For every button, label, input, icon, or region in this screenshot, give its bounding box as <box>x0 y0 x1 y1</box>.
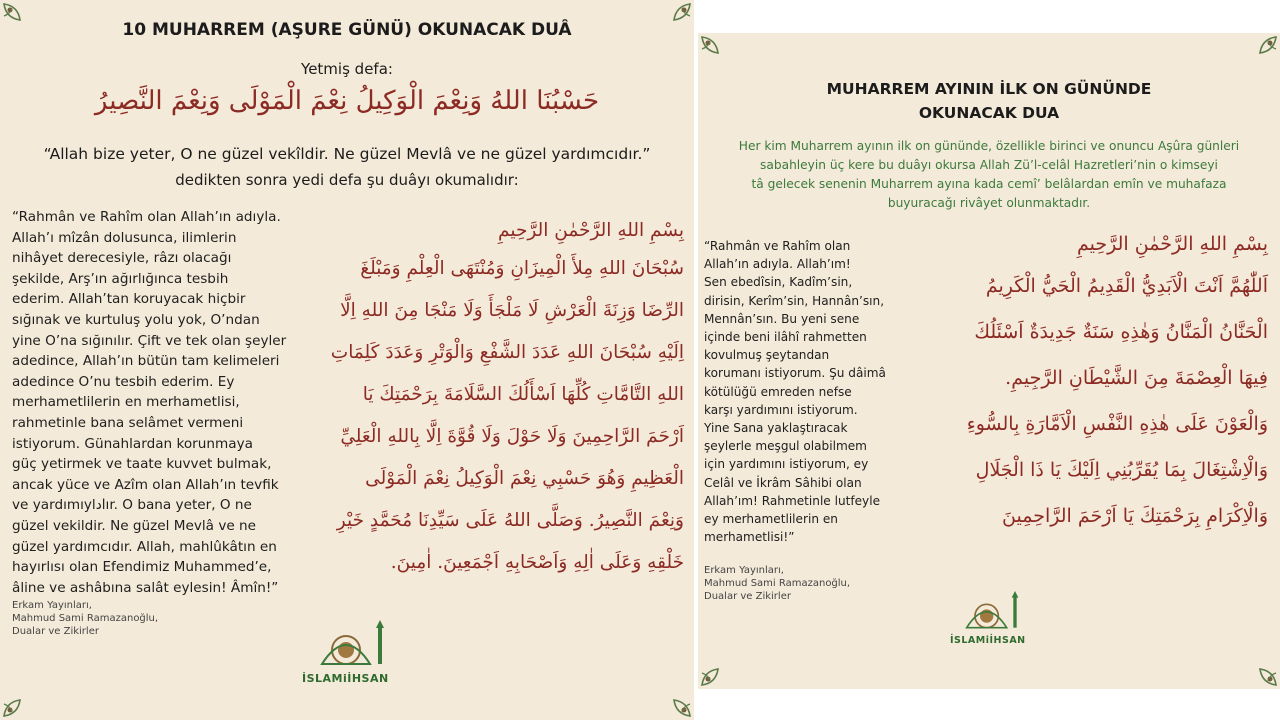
text-line: Allah’ı mîzân dolusunca, ilimlerin <box>12 229 237 246</box>
arabic-line: وَالْاِشْتِغَالَ بِمَا يُقَرِّبُنِي اِلَيْكَ يَا ذَا الْجَلَالِ <box>975 459 1268 481</box>
text-line: merhametlilerin en merhametlisi, <box>12 394 240 411</box>
arabic-line: وَالْاِكْرَامِ بِرَحْمَتِكَ يَا اَرْحَمَ الرَّاحِمِينَ <box>1002 505 1268 527</box>
text-line: güç yetirmek ve taate kuvvet bulmak, <box>12 456 272 473</box>
text-line: istiyorum. Günahlardan korunmaya <box>12 435 253 452</box>
text-line: “Rahmân ve Rahîm olan <box>704 239 851 253</box>
arabic-line: اِلَيْهِ سُبْحَانَ اللهِ عَدَدَ الشَّفْعِ وَالْوَتْرِ وَعَدَدَ كَلِمَاتِ <box>330 342 684 363</box>
text-line: ancak yüce ve Azîm olan Allah’ın tevfik <box>12 476 279 493</box>
text-line: adedince, Allah’ın bütün tam kelimeleri <box>12 353 280 370</box>
text-line: Sen ebedîsin, Kadîm’sin, <box>704 275 853 290</box>
text-line: yine O’na sığınılır. Çift ve tek olan şeyler <box>12 332 287 349</box>
arabic-line: وَالْعَوْنَ عَلَى هٰذِهِ النَّفْسِ الْاَمَّارَةِ بِالسُّوءِ <box>966 413 1268 435</box>
arabic-line: اللهِ التَّامَّاتِ كُلِّهَا اَسْأَلُكَ السَّلَامَةَ بِرَحْمَتِكَ يَا <box>362 384 684 405</box>
text-line: Mennân’sın. Bu yeni sene <box>704 311 860 326</box>
arabic-line: الرِّضَا وَزِنَةَ الْعَرْشِ لَا مَلْجَأَ وَلَا مَنْجَا مِنَ اللهِ اِلَّا <box>340 300 684 321</box>
arabic-line: الْعَظِيمِ وَهُوَ حَسْبِي نِعْمَ الْوَكِيلُ نِعْمَ الْمَوْلَى <box>365 468 684 489</box>
text-line: ey merhametlilerin en <box>704 512 838 527</box>
text-line: sığınak ve kurtuluş yolu yok, O’ndan <box>12 311 260 328</box>
right-source <box>704 564 850 603</box>
left-turkish-text <box>12 207 286 598</box>
corner-ornament-icon <box>2 686 34 718</box>
corner-ornament-icon <box>660 686 692 718</box>
arabic-line: خَلْقِهِ وَعَلَى اٰلِهِ وَاَصْحَابِهِ اَجْمَعِينَ. اٰمِينَ. <box>390 552 684 573</box>
arabic-line: فِيهَا الْعِصْمَةَ مِنَ الشَّيْطَانِ الرَّجِيمِ. <box>1005 367 1268 389</box>
corner-ornament-icon <box>700 655 732 687</box>
text-line: için yardımını istiyorum, ey <box>704 457 869 472</box>
text-line: içinde beni ilâhî rahmetten <box>704 330 867 345</box>
intro-line: Her kim Muharrem ayının ilk on gününde, özellikle birinci ve onuncu Aşûra günleri <box>738 139 1240 153</box>
text-line: dirisin, Kerîm’sin, Hannân’sın, <box>704 293 885 308</box>
right-turkish-text <box>704 237 886 546</box>
logo-text: İSLAMiİHSAN <box>302 672 389 685</box>
left-translation: “Allah bize yeter, O ne güzel vekîldir. Ne güzel Mevlâ ve ne güzel yardımcıdır.” <box>43 145 651 163</box>
text-line: kovulmuş şeytandan <box>704 348 830 363</box>
text-line: “Rahmân ve Rahîm olan Allah’ın adıyla. <box>12 209 281 225</box>
text-line: rahmetinle bana selâmet vermeni <box>12 414 244 431</box>
text-line: Allah’ım! Rahmetinle lutfeyle <box>704 493 881 508</box>
left-arabic-heading: حَسْبُنَا اللهُ وَنِعْمَ الْوَكِيلُ نِعْمَ الْمَوْلَى وَنِعْمَ النَّصِيرُ <box>94 86 600 116</box>
mosque-logo-icon <box>950 591 1030 631</box>
mosque-logo-icon <box>302 620 398 668</box>
source-book: Dualar ve Zikirler <box>12 626 99 637</box>
source-author: Mahmud Sami Ramazanoğlu, <box>12 613 159 624</box>
source-book: Dualar ve Zikirler <box>704 591 791 602</box>
corner-ornament-icon <box>700 35 732 67</box>
right-intro <box>698 137 1280 213</box>
arabic-line: اَللّٰهُمَّ اَنْتَ الْاَبَدِيُّ الْقَدِيمُ الْحَيُّ الْكَرِيمُ <box>985 275 1268 297</box>
title-line: MUHARREM AYININ İLK ON GÜNÜNDE <box>826 80 1152 98</box>
right-dua-card <box>698 33 1280 689</box>
left-title: 10 MUHARREM (AŞURE GÜNÜ) OKUNACAK DUÂ <box>122 20 572 40</box>
text-line: şekilde, Arş’ın ağırlığınca tesbih <box>12 270 229 287</box>
corner-ornament-icon <box>1246 655 1278 687</box>
corner-ornament-icon <box>1246 35 1278 67</box>
text-line: şeylerle meşgul olabilmem <box>704 439 867 454</box>
arabic-line: وَنِعْمَ النَّصِيرُ. وَصَلَّى اللهُ عَلَى سَيِّدِنَا مُحَمَّدٍ خَيْرِ <box>336 510 684 531</box>
left-instruction: dedikten sonra yedi defa şu duâyı okumalıdır: <box>175 171 519 189</box>
islam-ihsan-logo <box>302 620 398 690</box>
text-line: merhametlisi!” <box>704 530 795 545</box>
title-line: OKUNACAK DUA <box>918 104 1060 122</box>
arabic-line: سُبْحَانَ اللهِ مِلأَ الْمِيزَانِ وَمُنْتَهَى الْعِلْمِ وَمَبْلَغَ <box>360 258 684 279</box>
text-line: korumanı istiyorum. Şu dâimâ <box>704 366 886 381</box>
text-line: karşı yardımını istiyorum. <box>704 402 858 417</box>
text-line: nihâyet derecesiyle, râzı olacağı <box>12 250 232 267</box>
text-line: hayırlısı olan Efendimiz Muhammed’e, <box>12 559 272 576</box>
intro-line: tâ gelecek senenin Muharrem ayına kada cemî’ belâlardan emîn ve muhafaza <box>751 177 1227 191</box>
intro-line: buyuracağı rivâyet olunmaktadır. <box>887 196 1091 210</box>
left-subtitle: Yetmiş defa: <box>301 60 393 78</box>
intro-line: sabahleyin üç kere bu duâyı okursa Allah Zü’l-celâl Hazretleri’nin o kimseyi <box>760 158 1218 172</box>
text-line: adedince O’nu tesbih ederim. Ey <box>12 373 235 390</box>
text-line: güzel vekildir. Ne güzel Mevlâ ve ne <box>12 517 257 534</box>
source-publisher: Erkam Yayınları, <box>12 600 92 611</box>
text-line: âline ve ashâbına salât eylesin! Âmîn!” <box>12 579 279 596</box>
text-line: ederim. Allah’tan koruyacak hiçbir <box>12 291 246 308</box>
text-line: Allah’ın adıyla. Allah’ım! <box>704 257 851 272</box>
source-author: Mahmud Sami Ramazanoğlu, <box>704 578 851 589</box>
right-title <box>698 77 1280 125</box>
logo-text: İSLAMiİHSAN <box>950 635 1026 646</box>
text-line: güzel yardımcıdır. Allah, mahlûkâtın en <box>12 538 277 555</box>
arabic-line: بِسْمِ اللهِ الرَّحْمٰنِ الرَّحِيمِ <box>498 220 684 241</box>
text-line: ve yardımıylادır. O bana yeter, O ne <box>12 497 252 514</box>
text-line: kötülüğü emreden nefse <box>704 384 852 399</box>
text-line: Yine Sana yaklaştıracak <box>704 421 848 436</box>
left-source <box>12 599 158 638</box>
arabic-line: بِسْمِ اللهِ الرَّحْمٰنِ الرَّحِيمِ <box>1077 233 1268 255</box>
text-line: Celâl ve İkrâm Sâhibi olan <box>704 475 862 490</box>
arabic-line: الْحَنَّانُ الْمَنَّانُ وَهٰذِهِ سَنَةٌ جَدِيدَةٌ اَسْئَلُكَ <box>974 321 1268 343</box>
islam-ihsan-logo <box>950 591 1046 661</box>
arabic-line: اَرْحَمَ الرَّاحِمِينَ وَلَا حَوْلَ وَلَا قُوَّةَ اِلَّا بِاللهِ الْعَلِيِّ <box>340 426 684 447</box>
source-publisher: Erkam Yayınları, <box>704 565 784 576</box>
